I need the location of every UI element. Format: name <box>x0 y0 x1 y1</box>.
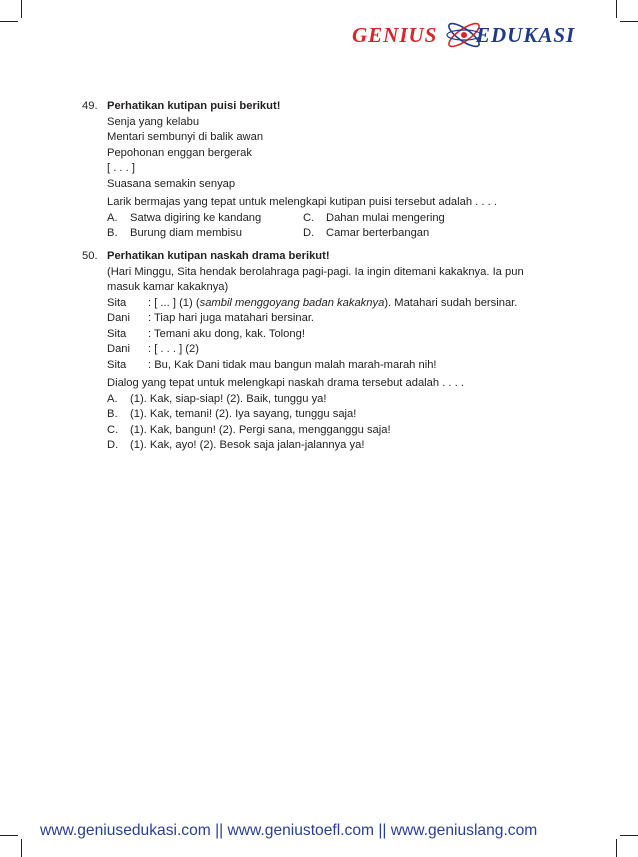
crop-mark-bottom-left-h <box>0 835 18 836</box>
crop-mark-bottom-right-v <box>616 839 617 857</box>
dialogue-text: : Tiap hari juga matahari bersinar. <box>148 312 315 324</box>
option-text: Camar berterbangan <box>326 227 430 239</box>
option-label: C. <box>303 211 315 224</box>
option-text: Dahan mulai mengering <box>326 211 445 224</box>
crop-mark-top-right-h <box>620 21 638 22</box>
genius-edukasi-logo <box>352 20 602 50</box>
question-prompt: Dialog yang tepat untuk melengkapi naskah drama tersebut adalah . . . . <box>107 377 464 389</box>
footer-links[interactable]: www.geniusedukasi.com || www.geniustoefl.com || www.geniuslang.com <box>40 822 538 839</box>
speaker-name: Sita <box>107 296 127 309</box>
poem-line: Suasana semakin senyap <box>107 177 236 190</box>
logo-text-edukasi: EDUKASI <box>476 23 576 47</box>
drama-context: masuk kamar kakaknya) <box>107 281 229 293</box>
crop-mark-bottom-right-h <box>620 835 638 836</box>
speaker-name: Dani <box>107 312 131 324</box>
option-label: C. <box>107 423 119 436</box>
option-d[interactable] <box>107 438 547 454</box>
question-title: Perhatikan kutipan naskah drama berikut! <box>107 250 330 262</box>
option-text: Satwa digiring ke kandang <box>130 211 262 224</box>
option-label: A. <box>107 392 118 405</box>
poem-line: Senja yang kelabu <box>107 115 200 128</box>
option-c[interactable] <box>303 211 503 227</box>
dialogue-line <box>107 327 547 343</box>
option-text: (1). Kak, temani! (2). Iya sayang, tunggu saja! <box>130 408 357 420</box>
option-text: (1). Kak, siap-siap! (2). Baik, tunggu ya! <box>130 392 327 405</box>
crop-mark-top-right-v <box>616 0 617 18</box>
dialogue-text-part: ). Matahari sudah bersinar. <box>384 296 518 309</box>
option-b[interactable] <box>107 226 303 242</box>
dialogue-text-part: : [ ... ] (1) ( <box>148 296 200 309</box>
option-text: Burung diam membisu <box>130 227 242 239</box>
speaker-name: Sita <box>107 327 127 340</box>
dialogue-text: : [ . . . ] (2) <box>148 343 199 355</box>
dialogue-line <box>107 358 547 374</box>
poem-line: [ . . . ] <box>107 162 135 174</box>
option-a[interactable] <box>107 211 303 227</box>
dialogue-text: : Temani aku dong, kak. Tolong! <box>148 327 305 340</box>
option-d[interactable] <box>303 226 503 242</box>
option-label: D. <box>303 227 315 239</box>
option-label: B. <box>107 227 118 239</box>
poem-line: Pepohonan enggan bergerak <box>107 146 252 159</box>
option-label: A. <box>107 211 118 224</box>
speaker-name: Sita <box>107 358 127 371</box>
crop-mark-top-left-v <box>21 0 22 18</box>
option-text: (1). Kak, bangun! (2). Pergi sana, mengganggu saja! <box>130 423 391 436</box>
poem-line: Mentari sembunyi di balik awan <box>107 131 264 143</box>
dialogue-line <box>107 296 547 312</box>
speaker-name: Dani <box>107 343 131 355</box>
option-b[interactable] <box>107 407 547 423</box>
option-label: B. <box>107 408 118 420</box>
dialogue-text <box>148 296 517 312</box>
logo-text-genius: GENIUS <box>352 23 438 47</box>
dialogue-text: : Bu, Kak Dani tidak mau bangun malah marah-marah nih! <box>148 358 437 371</box>
question-number: 49. <box>82 100 98 112</box>
option-c[interactable] <box>107 423 547 439</box>
dialogue-line <box>107 311 547 327</box>
answer-options <box>107 211 547 242</box>
crop-mark-bottom-left-v <box>21 839 22 857</box>
drama-context: (Hari Minggu, Sita hendak berolahraga pagi-pagi. Ia ingin ditemani kakaknya. Ia pun <box>107 265 524 278</box>
option-label: D. <box>107 439 119 451</box>
option-a[interactable] <box>107 392 547 408</box>
crop-mark-top-left-h <box>0 21 18 22</box>
question-prompt: Larik bermajas yang tepat untuk melengkapi kutipan puisi tersebut adalah . . . . <box>107 196 497 208</box>
question-title: Perhatikan kutipan puisi berikut! <box>107 100 281 112</box>
dialogue-line <box>107 342 547 358</box>
question-number: 50. <box>82 250 98 262</box>
option-text: (1). Kak, ayo! (2). Besok saja jalan-jalannya ya! <box>130 439 365 451</box>
stage-direction: sambil menggoyang badan kakaknya <box>199 296 385 309</box>
